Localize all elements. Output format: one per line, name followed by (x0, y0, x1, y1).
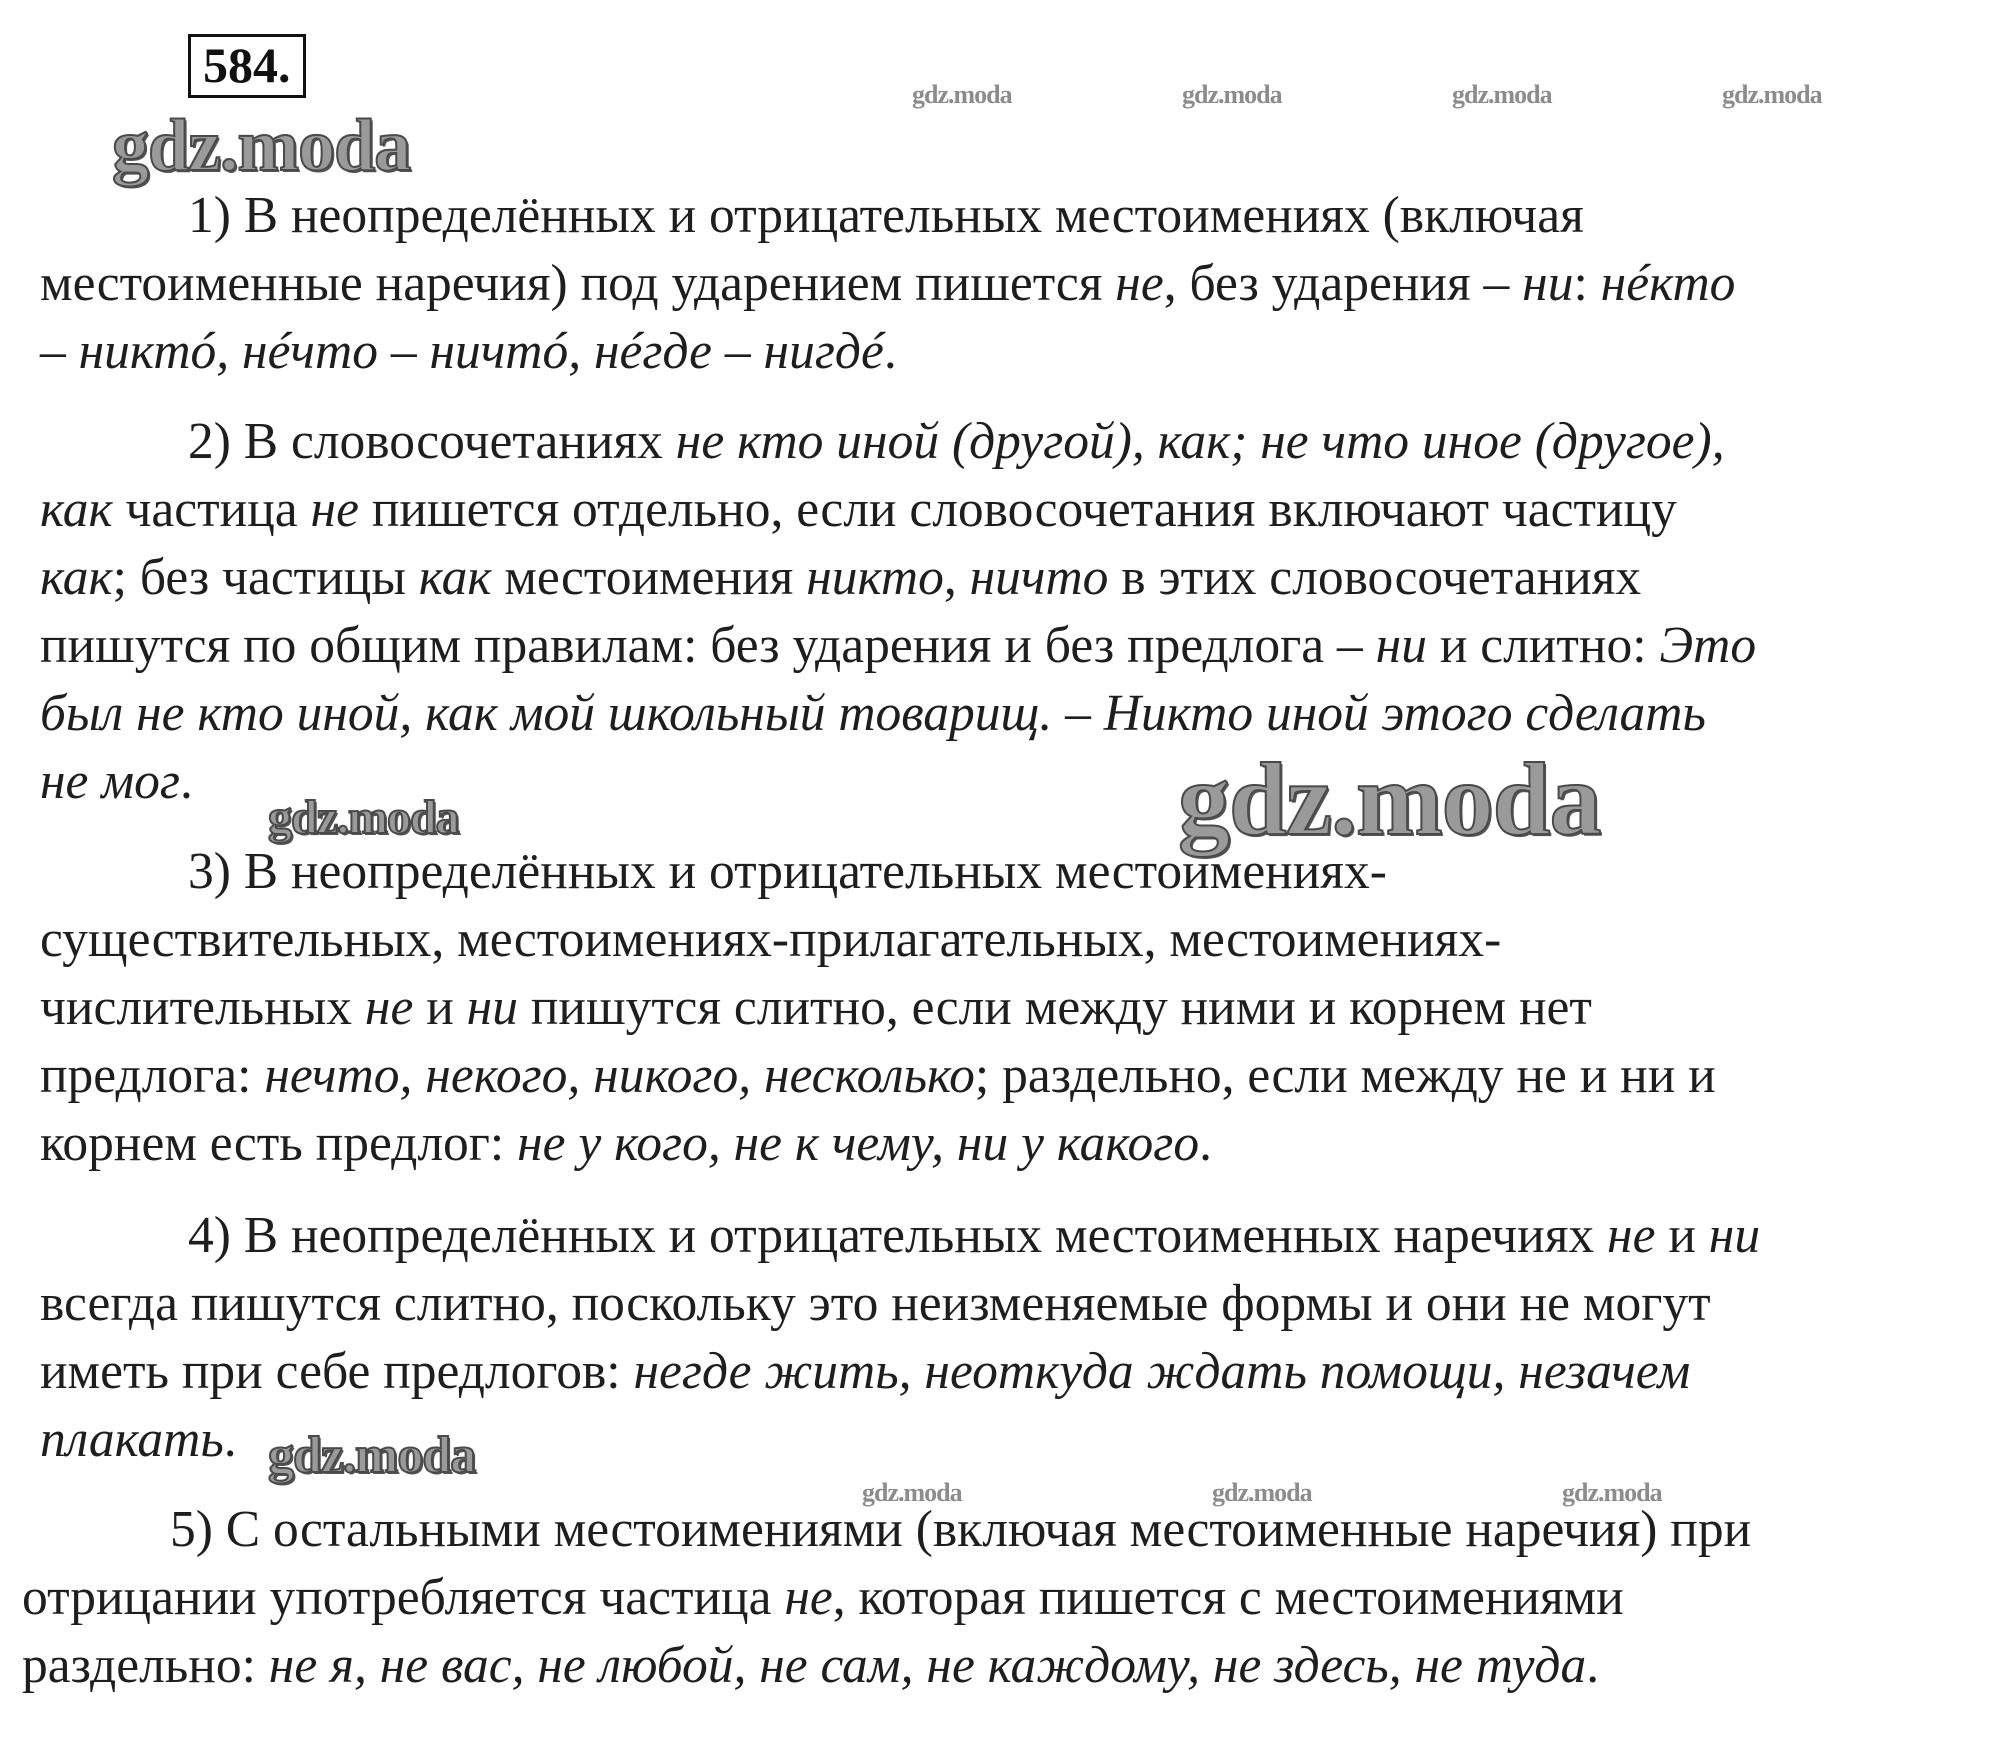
watermark-logo: gdz.moda (112, 105, 411, 187)
italic-example: не (310, 481, 359, 538)
paragraph-3 (40, 838, 2013, 1178)
italic-example: ни (1375, 617, 1427, 674)
text-line (40, 250, 2013, 318)
text-run: всегда пишутся слитно, поскольку это неизменяемые формы и они не могут (40, 1275, 1711, 1332)
text-run: . (1586, 1637, 1600, 1694)
text-run: , которая пишется с местоимениями (832, 1569, 1624, 1626)
text-line (40, 1110, 2013, 1178)
text-line (22, 1632, 1997, 1700)
watermark-logo: gdz.moda (268, 1427, 476, 1484)
italic-example: был не кто иной, как мой школьный товарищ. – Никто иной этого сделать (40, 685, 1706, 742)
text-run: пишутся слитно, если между ними и корнем нет (517, 979, 1592, 1036)
italic-example: не я, не вас, не любой, не сам, не каждому, не здесь, не туда (268, 1637, 1587, 1694)
watermark-small: gdz.moda (1212, 1478, 1312, 1507)
text-run: и (413, 979, 467, 1036)
italic-example: не (1607, 1207, 1656, 1264)
watermark-logo: gdz.moda (1178, 742, 1601, 857)
text-run: 3) В неопределённых и отрицательных местоимениях- (188, 843, 1387, 900)
italic-example: Это (1659, 617, 1757, 674)
text-line (40, 1042, 2013, 1110)
text-run: предлога: (40, 1047, 265, 1104)
text-line (40, 1270, 2013, 1338)
italic-example: не (1115, 255, 1164, 312)
italic-example: не (364, 979, 414, 1036)
italic-example: ни (1522, 255, 1574, 312)
text-line (22, 1496, 1997, 1564)
italic-example: не кто иной (другой), как; не что иное (другое), (675, 413, 1725, 470)
text-line (40, 476, 2013, 544)
text-line (40, 680, 2013, 748)
paragraph-5 (22, 1496, 1997, 1700)
paragraph-4 (40, 1202, 2013, 1474)
watermark-small: gdz.moda (1722, 80, 1822, 109)
text-line (40, 906, 2013, 974)
italic-example: как (418, 549, 492, 606)
italic-example: не мог (40, 753, 180, 810)
text-line (40, 1406, 2013, 1474)
text-run: 2) В словосочетаниях (188, 413, 676, 470)
text-run: . (223, 1411, 237, 1468)
text-run: пишутся по общим правилам: без ударения и без предлога – (40, 617, 1376, 674)
text-run: местоимения (491, 549, 807, 606)
text-line (40, 748, 2013, 816)
text-run: ; без частицы (112, 549, 419, 606)
text-run: пишется отдельно, если словосочетания включают частицу (358, 481, 1677, 538)
text-run: и слитно: (1426, 617, 1660, 674)
italic-example: плакать (40, 1411, 224, 1468)
text-run: корнем есть предлог: (40, 1115, 518, 1172)
italic-example: ничто (969, 549, 1109, 606)
italic-example: ни (1708, 1207, 1761, 1264)
text-run: местоименные наречия) под ударением пишется (40, 255, 1116, 312)
exercise-number: 584. (188, 34, 306, 98)
text-run: 4) В неопределённых и отрицательных местоименных наречиях (188, 1207, 1608, 1264)
paragraph-1 (40, 182, 2013, 386)
paragraph-2 (40, 408, 2013, 816)
watermark-small: gdz.moda (1182, 80, 1282, 109)
text-line (40, 544, 2013, 612)
italic-example: не у кого, не к чему, ни у какого (517, 1115, 1200, 1172)
italic-example: не (784, 1569, 833, 1626)
text-line (40, 318, 2013, 386)
text-run: : (1573, 255, 1601, 312)
text-run: 5) С остальными местоимениями (включая местоименные наречия) при (170, 1501, 1752, 1558)
text-run: раздельно: (22, 1637, 269, 1694)
text-line (40, 838, 2013, 906)
watermark-small: gdz.moda (912, 80, 1012, 109)
text-line (40, 408, 2013, 476)
italic-example: негде жить, неоткуда ждать помощи, незачем (633, 1343, 1691, 1400)
text-run: . (180, 753, 193, 810)
text-line (40, 1338, 2013, 1406)
watermark-small: gdz.moda (1452, 80, 1552, 109)
italic-example: нéкто (1600, 255, 1736, 312)
text-line (22, 1564, 1997, 1632)
italic-example: как (40, 481, 113, 538)
text-run: . (883, 323, 897, 380)
italic-example: как (40, 549, 113, 606)
text-run: существительных, местоимениях-прилагательных, местоимениях- (40, 911, 1502, 968)
text-run: , без ударения – (1163, 255, 1523, 312)
text-run: отрицании употребляется частица (22, 1569, 785, 1626)
italic-example: ни (466, 979, 518, 1036)
watermark-logo: gdz.moda (268, 791, 459, 844)
text-line (40, 612, 2013, 680)
text-run: числительных (40, 979, 365, 1036)
text-run: , (943, 549, 970, 606)
text-run: . (1199, 1115, 1212, 1172)
italic-example: нечто, некого, никого, несколько (264, 1047, 975, 1104)
text-run: 1) В неопределённых и отрицательных местоимениях (включая (188, 187, 1584, 244)
text-line (40, 974, 2013, 1042)
text-run: частица (112, 481, 311, 538)
text-run: иметь при себе предлогов: (40, 1343, 634, 1400)
text-run: в этих словосочетаниях (1108, 549, 1642, 606)
text-line (40, 1202, 2013, 1270)
text-run: ; раздельно, если между не и ни и (974, 1047, 1716, 1104)
italic-example: – никтó, нéчто – ничтó, нéгде – нигдé (40, 323, 884, 380)
text-line (40, 182, 2013, 250)
text-run: и (1655, 1207, 1709, 1264)
italic-example: никто (806, 549, 944, 606)
watermark-small: gdz.moda (1562, 1478, 1662, 1507)
watermark-small: gdz.moda (862, 1478, 962, 1507)
